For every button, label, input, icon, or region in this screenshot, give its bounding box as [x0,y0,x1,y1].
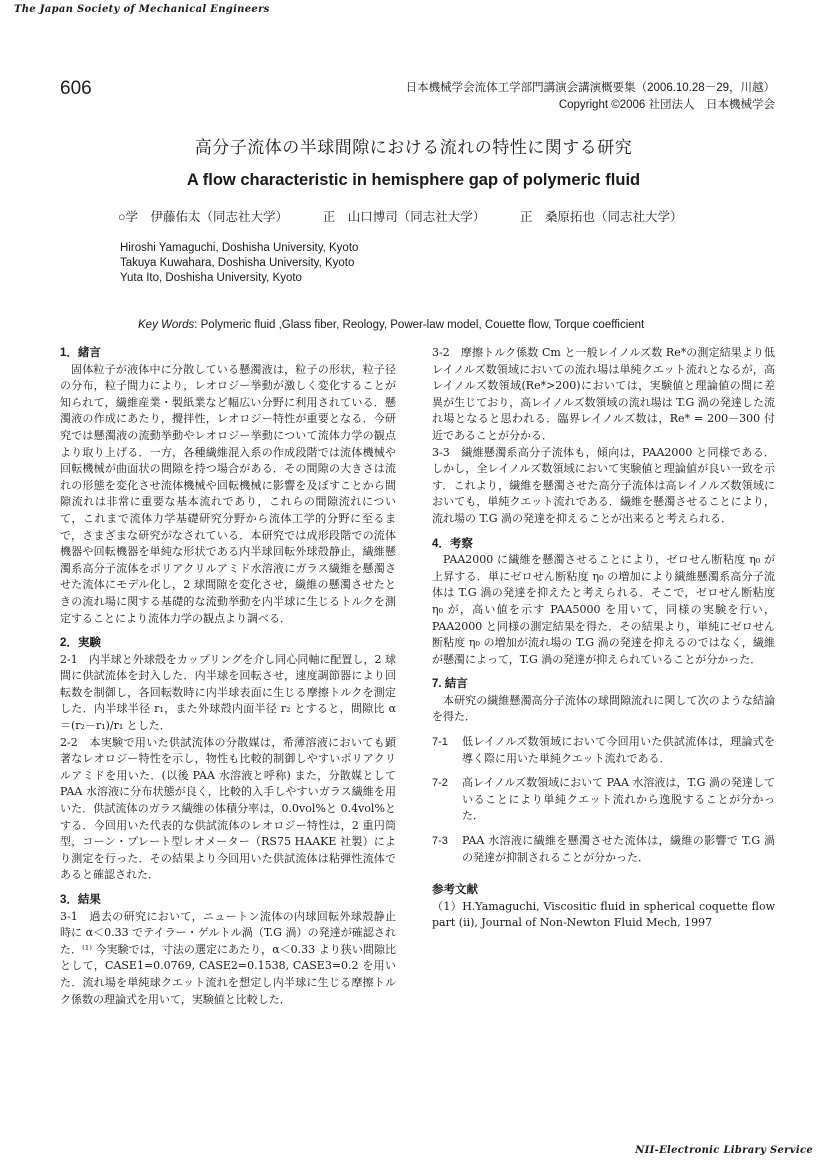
library-header: The Japan Society of Mechanical Engineers [14,4,270,15]
conclusion-item-number: 7-2 [432,777,448,790]
keywords-text: : Polymeric fluid ,Glass fiber, Reology, Power-law model, Couette flow, Torque coefficient [194,319,645,331]
conclusion-item-text: PAA 水溶液に繊維を懸濁させた流体は，繊維の影響で T.G 渦の発達が抑制されることが分かった． [462,834,775,864]
results-3-3: 3-3 繊維懸濁系高分子流体も，傾向は，PAA2000 と同様である．しかし，全レイノルズ数領域において実験値と理論値が良い一致を示す．これより，繊維を懸濁させた高分子流体は高レイノルズ数領域においても，単純クエット流れである．繊維を懸濁させることにより，流れ場の T.G 渦の発達を抑えることが出来ると考えられる． [432,445,775,525]
results-3-1: 3-1 過去の研究において，ニュートン流体の内球回転外球殻静止時に α＜0.33 でテイラー・ゲルトル渦（T.G 渦）の発達が確認された．⁽¹⁾ 今実験では，寸法の選定にあたり，α＜0.33 より狭い間隙比として，CASE1=0.0769, CASE2=0.1538, CASE3=0.2 を用いた．流れ場を単純球クエット流れを想定し内半球に生じる摩擦トルク係数の理論式を用いて，実験値と比較した． [60,909,396,1006]
title-japanese: 高分子流体の半球間隙における流れの特性に関する研究 [194,138,633,157]
section-title-discussion: 4．考察 [432,537,473,550]
conclusion-item-text: 高レイノルズ数領域において PAA 水溶液は，T.G 渦の発達していることにより単純クエット流れから逸脱することが分かった． [462,776,775,823]
references-title: 参考文献 [432,884,478,897]
discussion-paragraph: PAA2000 に繊維を懸濁させることにより，ゼロせん断粘度 η₀ が上昇する．単にゼロせん断粘度 η₀ の増加により繊維懸濁系高分子流体は T.G 渦の発達を抑えたと考えられる．そこで，ゼロせん断粘度 η₀ が，高い値を示す PAA5000 を用いて，同様の実験を行い，PAA2000 と同様の測定結果を得た．その結果より，単純にゼロせん断粘度 η₀ の増加が流れ場の T.G 渦の発達を抑えるのではなく，繊維が懸濁によって，T.G 渦の発達が抑えられていることが分かった． [432,553,775,666]
author-en-2: Takuya Kuwahara, Doshisha University, Kyoto [120,257,355,269]
intro-paragraph: 固体粒子が液体中に分散している懸濁液は，粒子の形状，粒子径の分布，粒子間力により，レオロジー挙動が激しく変化することが知られて，繊維産業・製紙業など幅広い分野に利用されている．懸濁液の作成にあたり，攪拌性，レオロジー特性が重要となる．今研究では懸濁液の流動挙動やレオロジー挙動について流体力学の観点より取り上げる．一方，各種繊維混入系の作成段階では流体機械や回転機械が曲面状の間隙を持つ場合がある．その間隙の大きさは流れの形態を変化させ流体機械や回転機械に影響を及ぼすことから間隙流れは非常に重要な基本流れであり，これらの間隙流れについて，これまで流体力学基礎研究分野から流体工学的分野に至るまで，さまざまな研究がなされている．本研究では成形段階での流体機器や回転機器を単純な形状である内半球回転外球殻静止，繊維懸濁系高分子流体をポリアクリルアミド水溶液にガラス繊維を懸濁させた流体にモデル化し，2 球間隙を変化させ，繊維の懸濁させたときの流れ場に関する基礎的な流動挙動を内半球に生じるトルクを測定することにより流体力学の観点より調べる． [60,362,396,625]
section-title-conclusion: 7. 結言 [432,678,468,691]
section-title-experiment: 2．実験 [60,637,101,650]
authors-english [120,241,358,286]
conclusion-item-number: 7-3 [432,835,448,848]
section-title-results: 3．結果 [60,894,101,906]
conclusion-item-number: 7-1 [432,736,448,749]
conclusion-item-text: 低レイノルズ数領域において今回用いた供試流体は，理論式を導く際に用いた単純クエット流れである． [462,735,775,765]
conclusion-item [432,833,775,866]
conclusion-lead: 本研究の繊維懸濁高分子流体の球間隙流れに関して次のような結論を得た． [432,693,775,724]
experiment-2-2: 2-2 本実験で用いた供試流体の分散媒は，希薄溶液においても顕著なレオロジー特性を示し，物性も比較的制御しやすいポリアクリルアミドを用いた．(以後 PAA 水溶液と呼称) また，分散媒として PAA 水溶液に分布状態が良く，比較的入手しやすいガラス繊維を用いた．供試流体のガラス繊維の体積分率は，0.0vol%と 0.4vol%とする．今回用いた代表的な供試流体のレオロジー特性は，2 重円筒型，コーン・プレート型レオメーター（RS75 HAAKE 社製）により測定を行った．その結果より今回用いた供試流体は粘弾性流体であると確認された． [60,735,396,882]
experiment-2-1: 2-1 内半球と外球殻をカップリングを介し同心同軸に配置し，2 球間に供試流体を封入した．内半球を回転させ，速度調節器により回転数を制御し，各回転数時に内半球表面に生じる摩擦トルクを測定した．内半球半径 r₁，また外球殻内面半径 r₂ とすると，間隙比 α＝(r₂－r₁)/r₁ とした． [60,652,396,733]
authors-japanese [118,207,683,225]
author-en-3: Yuta Ito, Doshisha University, Kyoto [120,272,302,284]
author-jp-3: 正 桑原拓也（同志社大学） [520,210,683,224]
copyright-line: Copyright ©2006 社団法人 日本機械学会 [558,99,775,111]
conclusion-item [432,775,775,825]
conclusion-item [432,734,775,767]
proceedings-line-1: 日本機械学会流体工学部門講演会講演概要集（2006.10.28－29，川越） [405,82,775,94]
left-column [60,345,396,1008]
reference-1: （1）H.Yamaguchi, Viscositic fluid in spherical coquette flow part (ii), Journal of Non-Newton Fluid Mech, 1997 [432,899,775,930]
keywords [138,319,644,331]
results-3-2: 3-2 摩擦トルク係数 Cm と一般レイノルズ数 Re*の測定結果より低レイノルズ数領域においての流れ場は単純クエット流れとなるが，高レイノルズ数領域(Re*>200)においては，実験値と理論値の間に差異が生じており，高レイノルズ数領域の流れ場は T.G 渦の発達した流れ場となると思われる．臨界レイノルズ数は，Re* = 200－300 付近であることが分かる． [432,346,775,442]
right-column [432,345,775,932]
author-en-1: Hiroshi Yamaguchi, Doshisha University, Kyoto [120,242,359,254]
title-english: A flow characteristic in hemisphere gap of polymeric fluid [186,171,641,189]
proceedings-info [406,80,775,114]
page-number: 606 [60,78,92,99]
author-jp-1: ○学 伊藤佑太（同志社大学） [118,210,289,224]
section-title-intro: 1．緒言 [60,347,101,359]
author-jp-2: 正 山口博司（同志社大学） [322,210,486,224]
keywords-label: Key Words [138,319,195,331]
library-footer: NII-Electronic Library Service [635,1145,813,1156]
